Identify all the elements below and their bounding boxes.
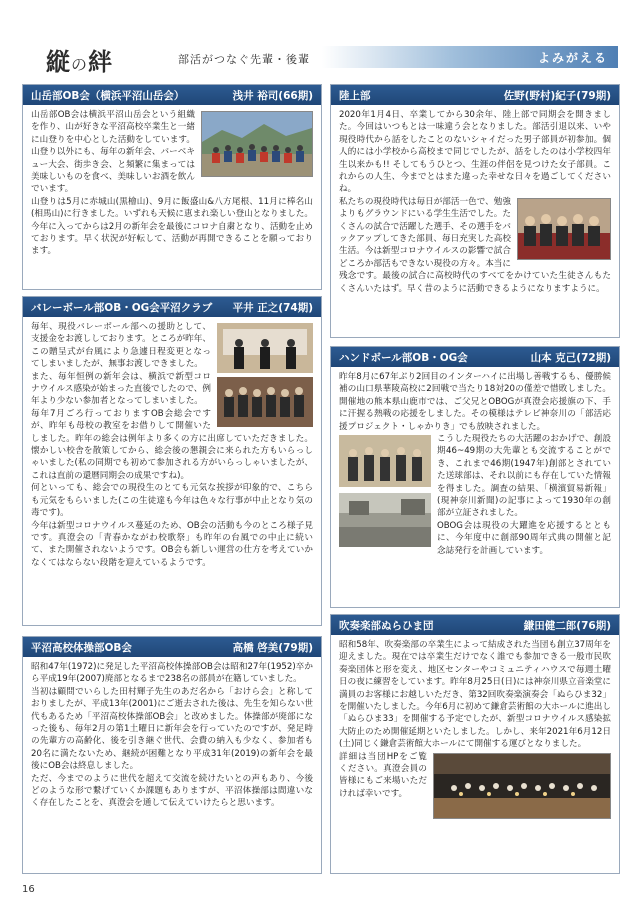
club-name: バレーボール部OB・OG会平沼クラブ xyxy=(31,302,213,314)
club-name: 陸上部 xyxy=(339,90,371,102)
club-name: 吹奏楽部ぬらひま団 xyxy=(339,620,434,632)
author-name: 浅井 裕司(66期) xyxy=(232,90,313,102)
club-name: ハンドボール部OB・OG会 xyxy=(339,352,468,364)
page-header xyxy=(22,40,618,76)
article-volleyball xyxy=(22,296,322,626)
article-header xyxy=(23,637,321,657)
band-label: よみがえる xyxy=(537,51,608,65)
paragraph: ただ、今までのように世代を超えて交流を続けたいとの声もあり、今後どのような形で繋げていくか課題もありますが、平沼体操部は間違いなく存在したことを、真澄会を通して伝えていけたらと思います。 xyxy=(31,773,313,809)
paragraph: 今年は新型コロナウイルス蔓延のため、OB会の活動も今のところ様子見です。真澄会の「青春かながわ校歌祭」も昨年の台風での中止に続いて、また開催されないようです。OB会も新しい運営の仕方を考えていかなくてはならない段階を迎えているようです。 xyxy=(31,520,313,568)
paragraph: 私たちの現役時代は毎日が部活一色で、勉強よりもグラウンドにいる学生生活でした。たくさんの試合で活躍した選手、その選手をバックアップしてきた部員、毎日充実した高校生活。今は新型コロナウイルスの影響で試合どころか部活もできない現役の方々。本当に残念です。最後の試合に高校時代のすべてをかけていた生徒さんもたくさんいたはず。早く昔のように活動できるようになりますように。 xyxy=(339,196,611,294)
paragraph: 2020年1月4日、卒業してから30余年、陸上部で同期会を開きました。今回はいつもとは一味違う会となりました。部活引退以来、いや現役時代から話をしたことのないシャイだった男子部員が初参加。個人的には小学校から高校まで同じでしたが、話をしたのは小学校四年生以来かも!! そしてもうひとつ、生涯の伴侶を見つけた女子部員。これからの人生、今までとはまた違った幸せな日々を過ごしてくださいね。 xyxy=(339,110,611,195)
paragraph: 昭和58年、吹奏楽部の卒業生によって結成された当団も創立37周年を迎えました。現在では卒業生だけでなく誰でも参加できる一般市民吹奏楽団体と形を変え、地区センターやコミュニティハウスで毎週土曜日の夜に練習をしています。昨年8月25日(日)には神奈川県立音楽堂に満員のお客様にお越しいただき、第32回吹奏楽演奏会「ぬらひま32」を開催いたしました。今年6月に初めて鎌倉芸術館の大ホールに進出し「ぬらひま33」を開催する予定でしたが、新型コロナウイルス感染拡大防止のため開催延期といたしました。しかし、来年2021年6月12日(土)同じく鎌倉芸術館大ホールにて開催する運びとなりました。 xyxy=(339,640,611,750)
article-header xyxy=(331,615,619,635)
paragraph: 当初は顧問でいらした田村輝子先生のあだ名から「おけら会」と称しておりましたが、平成13年(2001)にご逝去された後は、先生を知らない世代もあるため「平沼高校体操部OB会」と改めました。体操部が廃部になった後も、毎年2月の第1土曜日に新年会を行っていたのですが、発足時の先輩方の高齢化、後を引き継ぐ世代、会費の納入も少なく、参加者も20名に満たないため、継続が困難となり平成31年(2019)の新年会を最後にOB会は終息しました。 xyxy=(31,686,313,772)
club-name: 平沼高校体操部OB会 xyxy=(31,642,132,654)
author-name: 山本 克己(72期) xyxy=(530,352,611,364)
author-name: 平井 正之(74期) xyxy=(232,302,313,314)
paragraph: 山登りは5月に赤城山(黒檜山)、9月に飯盛山&八方尾根、11月に棒名山(相馬山)に行きました。いずれも天候に恵まれ楽しい登山となりました。今年に入ってからは2月の新年会を最後にコロナ自粛となり、活動を止めております。早く状況が好転して、活動が再開できることを願っております。 xyxy=(31,196,313,257)
article-header xyxy=(331,85,619,105)
paragraph: OBOG会は現役の大躍進を応援するとともに、今年度中に創部90周年式典の開催と記念誌発行を計画しています。 xyxy=(437,520,611,556)
author-name: 鎌田健二郎(76期) xyxy=(523,620,611,632)
paragraph: 毎年7月ごろ行っておりますOB会総会ですが、昨年も母校の教室をお借りして開催いたしました。昨年の総会は例年より多くの方に出席していただきました。懐かしい校舎を散策してから、総会後の懇親会に来られた方もいらっしゃいました(私の同期でも初めて参加される方がいらっしゃいましたが、これは直前の還暦同期会の成果ですね)。 xyxy=(31,408,313,481)
section-subtitle: 部活がつなぐ先輩・後輩 xyxy=(178,53,310,66)
header-band xyxy=(322,46,618,68)
paragraph: 昭和47年(1972)に発足した平沼高校体操部OB会は昭和27年(1952)卒から平成19年(2007)廃部となるまで238名の部員が在籍していました。 xyxy=(31,662,313,685)
handball-photos xyxy=(339,435,431,547)
article-brass xyxy=(330,614,620,874)
article-sangaku xyxy=(22,84,322,290)
author-name: 高橋 啓美(79期) xyxy=(232,642,313,654)
article-taiso xyxy=(22,636,322,874)
author-name: 佐野(野村)紀子(79期) xyxy=(503,90,611,102)
concert-photo xyxy=(433,753,611,819)
article-header xyxy=(23,85,321,105)
reunion-photo xyxy=(517,198,611,260)
mountain-group-photo xyxy=(201,111,313,177)
paragraph: 詳細は当団HPをご覧ください。真澄会員の皆様にもご来場いただければ幸いです。 xyxy=(339,751,427,799)
section-title: 縦の絆 xyxy=(46,47,114,76)
paragraph: 山岳部OB会は横浜平沼山岳会という組織を作り、山が好きな平沼高校卒業生と一緒に山登りを中心とした活動をしています。山登り以外にも、毎年の新年会、バーベキュー大会、街歩き会、と頻繁に集まっては美味しいものを食べ、美味しいお酒を飲んでいます。 xyxy=(31,110,195,195)
article-header xyxy=(331,347,619,367)
article-rikujo xyxy=(330,84,620,338)
paragraph: また、毎年恒例の新年会は、横浜で新型コロナウイルス感染が始まった直後でしたので、例年より少ない参加者となってしまいました。 xyxy=(31,371,211,407)
paragraph: 何といっても、総会での現役生のとても元気な挨拶が印象的で、こちらも元気をもらいました(この生徒達も今年は色々な行事が中止となり気の毒です)。 xyxy=(31,483,313,519)
volleyball-photos xyxy=(217,323,313,427)
club-name: 山岳部OB会（横浜平沼山岳会） xyxy=(31,90,185,102)
article-handball xyxy=(330,346,620,608)
paragraph: 昨年8月に67年ぶり2回目のインターハイに出場し善戦するも、優勝候補の山口県華陵高校に2回戦で当たり18対20の僅差で惜敗しました。開催地の熊本県山鹿市では、ご父兄とOBOGが真澄会応援旗の下、手に汗握る熱戦の応援をしました。その模様はテレビ神奈川の「部活応援プロジェクト・しゃかりき」でも放映されました。 xyxy=(339,372,611,432)
article-header xyxy=(23,297,321,317)
paragraph: こうした現役たちの大活躍のおかげで、創設期46~49期の大先輩とも交流することができ、これまで46期(1947年)創部とされていた送球部は、それ以前にも存在していた情報を得ました。調査の結果、「横濱貿易新報」(現神奈川新聞)の記事によって1930年の創部が立証されました。 xyxy=(437,434,611,519)
page-number: 16 xyxy=(22,884,35,895)
paragraph: 毎年、現役バレーボール部への援助として、支援金をお渡ししております。ところが昨年、この贈呈式が台風により急遽日程変更となってしまいましたが、無事お渡しできました。 xyxy=(31,322,211,370)
